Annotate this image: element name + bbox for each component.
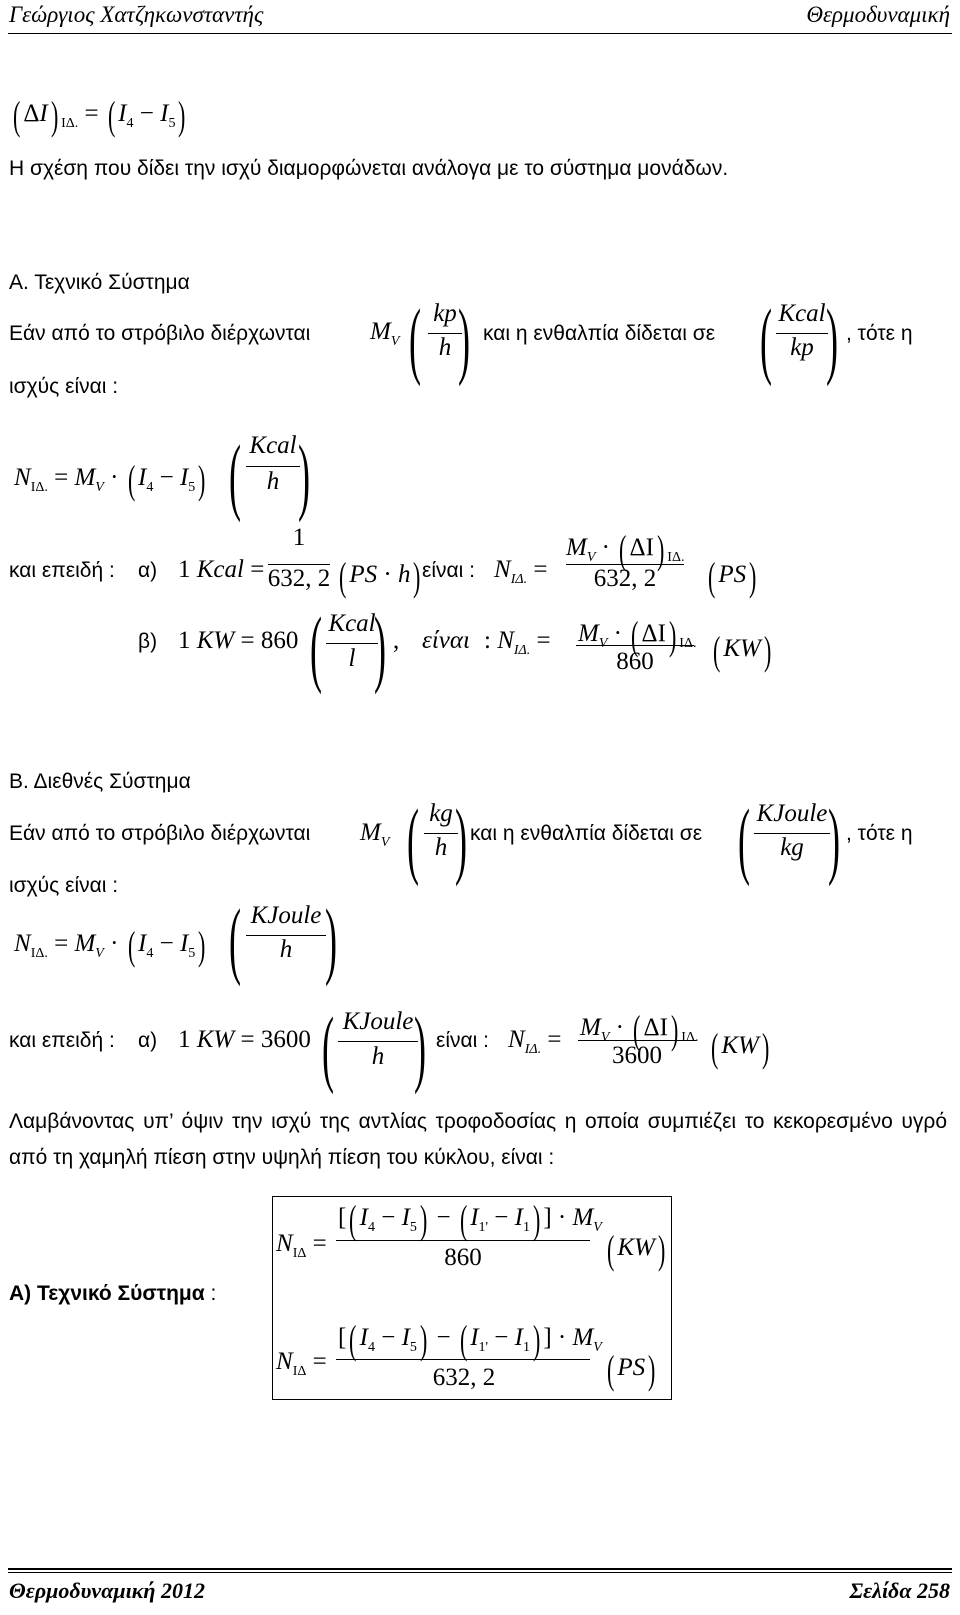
- box-label-text: Α) Τεχνικό Σύστημα: [9, 1282, 205, 1305]
- footer-rule: [8, 1568, 952, 1570]
- section-b-line1-start: Εάν από το στρόβιλο διέρχωνται: [9, 822, 311, 845]
- denominator-860: 860: [444, 1244, 482, 1271]
- paren-left: (: [322, 999, 335, 1095]
- numerator-mv-di: $M_V$ · ( ΔΙ) $_{I\Delta.}$: [578, 613, 697, 658]
- paren-left: (: [229, 891, 242, 987]
- section-a-line1-start: Εάν από το στρόβιλο διέρχωνται: [9, 322, 311, 345]
- unit-kw: ( KW): [606, 1227, 666, 1272]
- denominator-860: 860: [616, 648, 654, 675]
- denominator-3600: 3600: [612, 1042, 662, 1069]
- unit-kw: ( KW): [712, 628, 772, 673]
- unit-kcal-den: kp: [790, 334, 814, 361]
- since-label: και επειδή :: [9, 559, 115, 582]
- unit-kg-den: h: [434, 834, 448, 861]
- denominator-6322: 632, 2: [267, 565, 331, 592]
- numerator-pump-kw: [( $I_4 - I_5$) − ( $I_{1'} - I_1$) ] · $M_V$: [338, 1197, 602, 1242]
- paren-left: (: [229, 427, 242, 523]
- numerator-mv-di: $M_V$ · ( ΔΙ) $_{I\Delta.}$: [580, 1007, 699, 1052]
- n-id: $N_{I\Delta.}$ =: [494, 556, 548, 587]
- section-b-line1-end: , τότε η: [846, 822, 913, 845]
- header-subject: Θερμοδυναμική: [806, 2, 950, 27]
- unit-kg-num: kg: [429, 800, 453, 827]
- fraction-bar: [336, 1359, 590, 1360]
- numerator-pump-ps: [( $I_4 - I_5$) − ( $I_{1'} - I_1$) ] · $M_V$: [338, 1317, 602, 1362]
- intro-sentence: Η σχέση που δίδει την ισχύ διαμορφώνεται ανάλογα με το σύστημα μονάδων.: [9, 157, 729, 180]
- paren-right: ): [374, 599, 387, 695]
- mass-flow-symbol: $M_V$: [360, 819, 390, 850]
- box-label-colon: :: [210, 1282, 217, 1305]
- section-b-line1-mid: και η ενθαλπία δίδεται σε: [470, 822, 703, 845]
- is-label: είναι :: [422, 559, 476, 582]
- unit-ps: ( PS): [707, 554, 757, 599]
- power-equation-a: $N_{I\Delta.} = M_V$ · ( $I_4 - I_5$): [14, 457, 206, 502]
- kjoule-h-num: KJoule: [342, 1008, 414, 1035]
- kcal-l-den: l: [348, 645, 356, 672]
- equation-delta-i: ( ΔI) $_{I\Delta.}$ = ( $I_4 - I_5$): [12, 93, 186, 138]
- is-label: είναι :: [436, 1029, 490, 1052]
- paren-left: (: [738, 791, 751, 887]
- paren-right: ): [826, 291, 839, 387]
- fraction-bar: [326, 643, 378, 644]
- fraction-bar: [578, 1040, 696, 1041]
- unit-kjoule-num: KJoule: [756, 800, 828, 827]
- paren-right: ): [325, 891, 338, 987]
- alpha-label: α): [138, 1029, 158, 1052]
- pump-paragraph: Λαμβάνοντας υπ’ όψιν την ισχύ της αντλίας τροφοδοσίας η οποία συμπιέζει το κεκορεσμένο υγρό από τη χαμηλή πίεση στην υψηλή πίεση του κύκλου, είναι :: [9, 1110, 947, 1169]
- paren-left: (: [310, 599, 323, 695]
- fraction-bar: [336, 1240, 590, 1241]
- numerator-mv-di: $M_V$ · ( ΔΙ) $_{I\Delta.}$: [566, 527, 685, 572]
- power-unit-den: h: [266, 468, 280, 495]
- one-kw-3600: 1 KW = 3600: [178, 1026, 311, 1053]
- denominator-6322: 632, 2: [432, 1364, 496, 1391]
- header-author: Γεώργιος Χατζηκωνσταντής: [9, 2, 264, 27]
- power-equation-b: $N_{I\Delta.} = M_V$ · ( $I_4 - I_5$): [14, 923, 206, 968]
- section-b-line2: ισχύς είναι :: [9, 874, 119, 897]
- unit-kw: ( KW): [710, 1025, 770, 1070]
- one-kw-860: 1 KW = 860: [178, 627, 299, 654]
- fraction-bar: [338, 1041, 418, 1042]
- unit-kw-label: KW: [723, 635, 761, 662]
- section-a-line1-mid: και η ενθαλπία δίδεται σε: [483, 322, 716, 345]
- box-label: [9, 1282, 216, 1306]
- one-kcal: 1 Kcal =: [178, 556, 265, 583]
- unit-kp-num: kp: [433, 300, 457, 327]
- one-value: 1: [178, 627, 191, 654]
- kcal-l-num: Kcal: [328, 610, 376, 637]
- value-860: 860: [260, 627, 299, 654]
- power-unit-num: KJoule: [250, 902, 322, 929]
- paren-right: ): [414, 999, 427, 1095]
- section-b-heading: Β. Διεθνές Σύστημα: [9, 770, 191, 793]
- power-unit-den: h: [279, 936, 293, 963]
- footer-left: Θερμοδυναμική 2012: [9, 1578, 205, 1603]
- beta-label: β): [138, 630, 158, 653]
- one-over: 1: [292, 524, 306, 551]
- section-a-line2: ισχύς είναι :: [9, 375, 119, 398]
- unit-ps: ( PS): [606, 1347, 656, 1392]
- section-a-line1-end: , τότε η: [846, 322, 913, 345]
- unit-ps-label: PS: [617, 1354, 646, 1381]
- unit-kw-label: KW: [617, 1234, 655, 1261]
- header-rule: [8, 33, 952, 34]
- n-id: $N_{I\Delta.}$ =: [508, 1026, 562, 1057]
- paren-left: (: [760, 291, 773, 387]
- alpha-label: α): [138, 559, 158, 582]
- value-3600: 3600: [260, 1026, 311, 1053]
- ps-times-h: ( PS · h): [338, 554, 421, 599]
- since-label: και επειδή :: [9, 1029, 115, 1052]
- denominator-6322: 632, 2: [593, 565, 657, 592]
- kjoule-h-den: h: [371, 1043, 385, 1070]
- comma: ,: [393, 627, 400, 654]
- mass-flow-symbol: $M_V$: [370, 318, 400, 349]
- footer-rule-thin: [8, 1572, 952, 1573]
- paren-left: (: [407, 791, 420, 887]
- n-id-kw: $N_{I\Delta}$ =: [276, 1230, 327, 1261]
- unit-kp-den: h: [438, 334, 452, 361]
- unit-kcal-num: Kcal: [778, 300, 826, 327]
- paren-right: ): [458, 291, 471, 387]
- paren-left: (: [409, 291, 422, 387]
- power-unit-num: Kcal: [249, 432, 297, 459]
- is-label-italic: είναι: [422, 627, 470, 654]
- paren-right: ): [455, 791, 468, 887]
- section-a-heading: Α. Τεχνικό Σύστημα: [9, 271, 190, 294]
- paren-right: ): [828, 791, 841, 887]
- unit-kjoule-den: kg: [780, 834, 804, 861]
- n-id-ps: $N_{I\Delta}$ =: [276, 1348, 327, 1379]
- paren-right: ): [298, 427, 311, 523]
- unit-ps-label: PS: [718, 561, 747, 588]
- fraction-bar: [246, 466, 300, 467]
- one-value: 1: [178, 556, 191, 583]
- footer-page-number: Σελίδα 258: [849, 1578, 950, 1603]
- n-id-beta: : $N_{I\Delta.}$ =: [484, 627, 551, 658]
- fraction-bar: [576, 645, 694, 646]
